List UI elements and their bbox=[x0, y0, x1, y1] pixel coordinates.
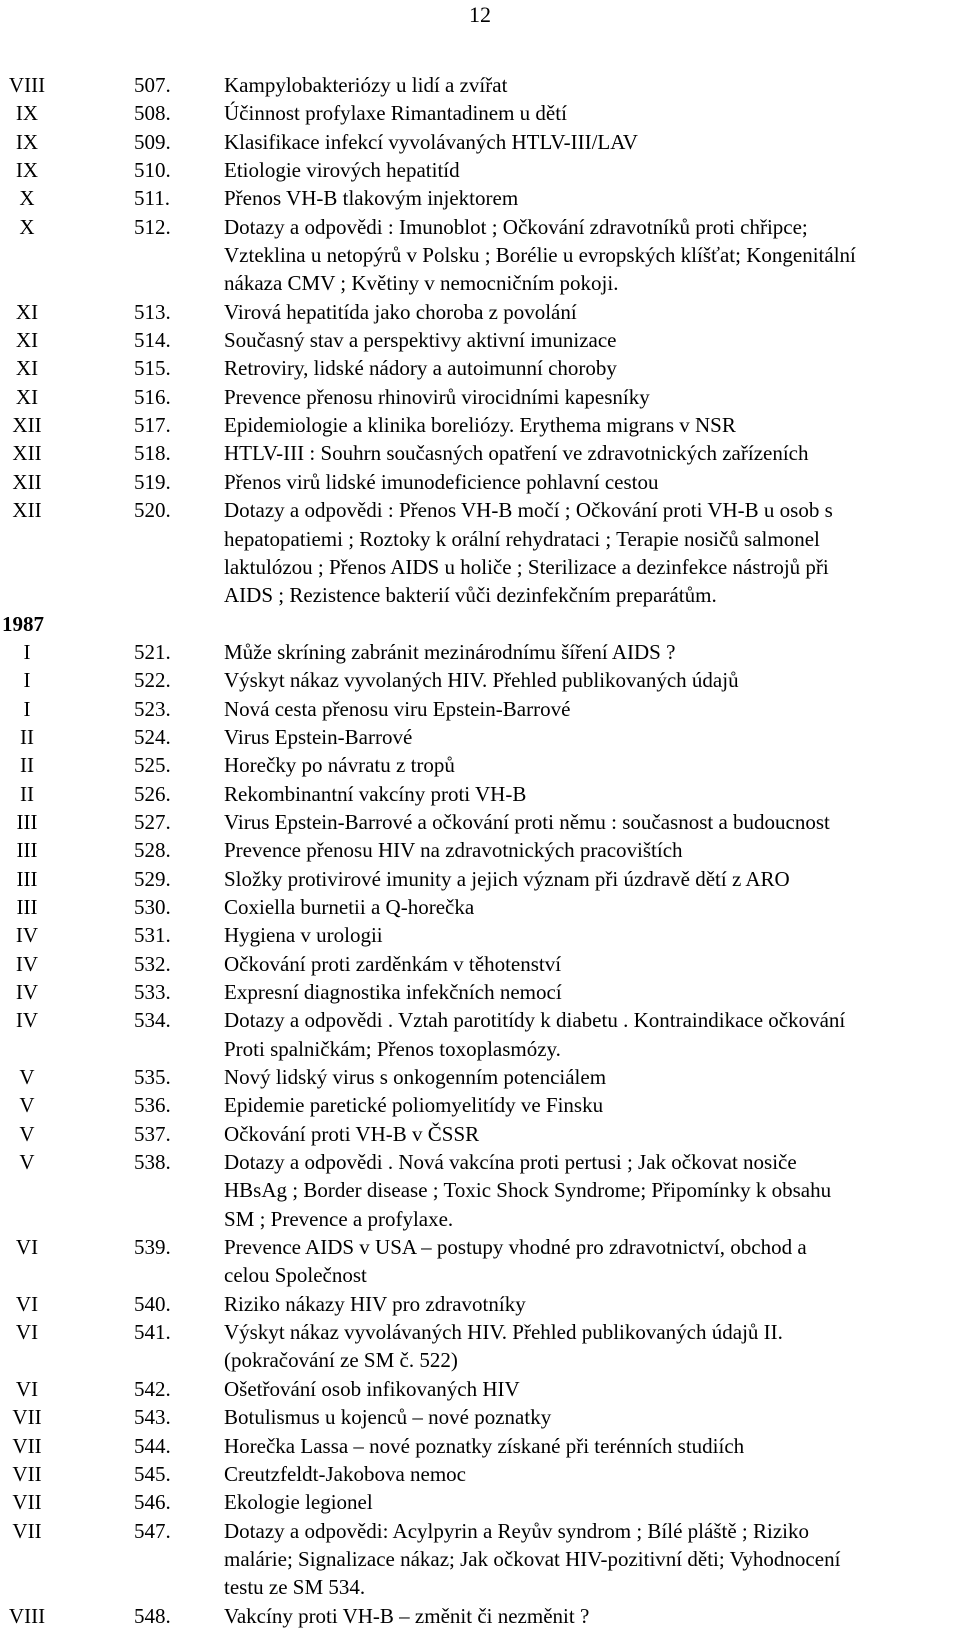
entry-month: V bbox=[19, 1150, 35, 1175]
entry-month: II bbox=[20, 753, 34, 778]
page-number: 12 bbox=[469, 2, 491, 27]
index-entry bbox=[0, 1006, 960, 1063]
entry-title-line: Výskyt nákaz vyvolaných HIV. Přehled publikovaných údajů bbox=[224, 668, 739, 693]
entry-number: 523. bbox=[134, 696, 171, 721]
entry-title-line: Coxiella burnetii a Q-horečka bbox=[224, 894, 475, 919]
entry-title bbox=[224, 1006, 952, 1063]
entry-title-line: Dotazy a odpovědi . Vztah parotitídy k diabetu . Kontraindikace očkování bbox=[224, 1008, 846, 1033]
entry-title-line: Složky protivirové imunity a jejich význam při úzdravě dětí z ARO bbox=[224, 866, 790, 891]
index-entry bbox=[0, 950, 960, 978]
entry-month: VI bbox=[15, 1376, 39, 1401]
entry-title bbox=[224, 468, 952, 496]
index-entry bbox=[0, 1091, 960, 1119]
entry-title bbox=[224, 1602, 952, 1630]
entry-title-line: Horečka Lassa – nové poznatky získané při terénních studiích bbox=[224, 1433, 745, 1458]
entry-title-line: celou Společnost bbox=[224, 1263, 367, 1288]
entry-number: 535. bbox=[134, 1065, 171, 1090]
entry-title-line: Etiologie virových hepatitíd bbox=[224, 158, 460, 183]
entry-number: 517. bbox=[134, 413, 171, 438]
entry-title-line: Ošetřování osob infikovaných HIV bbox=[224, 1376, 520, 1401]
entry-title bbox=[224, 326, 952, 354]
entry-number: 522. bbox=[134, 668, 171, 693]
entry-month: III bbox=[16, 809, 38, 834]
entry-number: 542. bbox=[134, 1376, 171, 1401]
entry-title-line: Vakcíny proti VH-B – změnit či nezměnit ? bbox=[224, 1603, 590, 1628]
entry-number: 515. bbox=[134, 356, 171, 381]
index-entry bbox=[0, 128, 960, 156]
entry-month: XI bbox=[15, 356, 39, 381]
entry-title bbox=[224, 1318, 952, 1375]
entry-month: VI bbox=[15, 1235, 39, 1260]
entry-title bbox=[224, 950, 952, 978]
entry-number: 540. bbox=[134, 1291, 171, 1316]
entry-title-line: Dotazy a odpovědi : Imunoblot ; Očkování zdravotníků proti chřipce; bbox=[224, 214, 808, 239]
entry-title-line: Epidemiologie a klinika boreliózy. Erythema migrans v NSR bbox=[224, 413, 736, 438]
index-entry bbox=[0, 978, 960, 1006]
entry-number: 516. bbox=[134, 384, 171, 409]
entry-number: 526. bbox=[134, 781, 171, 806]
entry-title-line: Virus Epstein-Barrové bbox=[224, 724, 413, 749]
index-entry bbox=[0, 99, 960, 127]
entry-month: VII bbox=[12, 1433, 42, 1458]
index-entry bbox=[0, 1148, 960, 1233]
entry-number: 529. bbox=[134, 866, 171, 891]
entry-month: XI bbox=[15, 384, 39, 409]
entry-title bbox=[224, 1091, 952, 1119]
entry-month: VII bbox=[12, 1461, 42, 1486]
entry-month: X bbox=[19, 214, 35, 239]
index-entry bbox=[0, 921, 960, 949]
entry-month: IX bbox=[15, 129, 39, 154]
entry-number: 509. bbox=[134, 129, 171, 154]
entry-month: VIII bbox=[8, 73, 46, 97]
entry-title-line: Riziko nákazy HIV pro zdravotníky bbox=[224, 1291, 526, 1316]
entry-title bbox=[224, 1460, 952, 1488]
entry-number: 528. bbox=[134, 838, 171, 863]
index-entry bbox=[0, 751, 960, 779]
entry-title-line: HTLV-III : Souhrn současných opatření ve zdravotnických zařízeních bbox=[224, 441, 809, 466]
entry-month: XI bbox=[15, 328, 39, 353]
entry-title-line: Dotazy a odpovědi : Přenos VH-B močí ; Očkování proti VH-B u osob s bbox=[224, 498, 833, 523]
entry-month: IV bbox=[15, 923, 39, 948]
entry-title-line: malárie; Signalizace nákaz; Jak očkovat HIV-pozitivní děti; Vyhodnocení bbox=[224, 1546, 841, 1571]
index-entry bbox=[0, 1602, 960, 1630]
index-entry bbox=[0, 780, 960, 808]
entry-title bbox=[224, 496, 952, 609]
index-entry bbox=[0, 468, 960, 496]
entry-month: IV bbox=[15, 951, 39, 976]
entry-title bbox=[224, 1290, 952, 1318]
index-entry bbox=[0, 439, 960, 467]
entry-title-line: Výskyt nákaz vyvolávaných HIV. Přehled publikovaných údajů II. bbox=[224, 1320, 783, 1345]
entry-title bbox=[224, 439, 952, 467]
entry-month: V bbox=[19, 1093, 35, 1118]
index-entry bbox=[0, 184, 960, 212]
entry-title-line: Retroviry, lidské nádory a autoimunní choroby bbox=[224, 356, 617, 381]
entry-month: I bbox=[23, 668, 31, 693]
entry-title-line: Přenos VH-B tlakovým injektorem bbox=[224, 186, 519, 211]
entry-title-line: Dotazy a odpovědi: Acylpyrin a Reyův syndrom ; Bílé pláště ; Riziko bbox=[224, 1518, 809, 1543]
entry-title-line: Očkování proti zarděnkám v těhotenství bbox=[224, 951, 562, 976]
entry-title bbox=[224, 184, 952, 212]
entry-title-line: Expresní diagnostika infekčních nemocí bbox=[224, 980, 562, 1004]
entry-title-line: testu ze SM 534. bbox=[224, 1575, 366, 1600]
entry-month: II bbox=[20, 724, 34, 749]
entry-title bbox=[224, 1432, 952, 1460]
entry-title bbox=[224, 298, 952, 326]
index-entry bbox=[0, 865, 960, 893]
entry-number: 541. bbox=[134, 1320, 171, 1345]
index-entry bbox=[0, 1432, 960, 1460]
entry-number: 539. bbox=[134, 1235, 171, 1260]
entry-number: 508. bbox=[134, 101, 171, 126]
entry-number: 514. bbox=[134, 328, 171, 353]
entry-title-line: Creutzfeldt-Jakobova nemoc bbox=[224, 1461, 466, 1486]
entry-number: 532. bbox=[134, 951, 171, 976]
entry-title-line: Ekologie legionel bbox=[224, 1490, 373, 1515]
entry-number: 545. bbox=[134, 1461, 171, 1486]
entry-number: 544. bbox=[134, 1433, 171, 1458]
entry-number: 525. bbox=[134, 753, 171, 778]
entry-number: 513. bbox=[134, 299, 171, 324]
entry-title bbox=[224, 1233, 952, 1290]
entry-month: IX bbox=[15, 101, 39, 126]
entry-month: XII bbox=[12, 413, 42, 438]
entry-title-line: Vzteklina u netopýrů v Polsku ; Borélie u evropských klíšťat; Kongenitální bbox=[224, 243, 856, 268]
entry-title-line: Dotazy a odpovědi . Nová vakcína proti pertusi ; Jak očkovat nosiče bbox=[224, 1150, 797, 1175]
entry-title-line: hepatopatiemi ; Roztoky k orální rehydrataci ; Terapie nosičů salmonel bbox=[224, 526, 820, 551]
entry-month: IV bbox=[15, 980, 39, 1004]
entry-title-line: Virová hepatitída jako choroba z povolání bbox=[224, 299, 577, 324]
index-entry bbox=[0, 1488, 960, 1516]
entry-title-line: Prevence přenosu HIV na zdravotnických pracovištích bbox=[224, 838, 683, 863]
entry-title bbox=[224, 1403, 952, 1431]
index-entry bbox=[0, 666, 960, 694]
index-entry bbox=[0, 638, 960, 666]
entry-title bbox=[224, 1148, 952, 1233]
entry-title-line: Přenos virů lidské imunodeficience pohlavní cestou bbox=[224, 469, 659, 494]
entry-title-line: Účinnost profylaxe Rimantadinem u dětí bbox=[224, 101, 567, 126]
index-entry bbox=[0, 695, 960, 723]
bulletin-index-list bbox=[0, 71, 960, 1630]
entry-title-line: Může skríning zabránit mezinárodnímu šíření AIDS ? bbox=[224, 639, 676, 664]
entry-month: XII bbox=[12, 498, 42, 523]
entry-title bbox=[224, 865, 952, 893]
entry-title bbox=[224, 1063, 952, 1091]
entry-month: VIII bbox=[8, 1603, 46, 1628]
entry-title-line: Klasifikace infekcí vyvolávaných HTLV-III/LAV bbox=[224, 129, 638, 154]
index-entry bbox=[0, 836, 960, 864]
index-entry bbox=[0, 383, 960, 411]
entry-title-line: Proti spalničkám; Přenos toxoplasmózy. bbox=[224, 1036, 561, 1061]
entry-title bbox=[224, 836, 952, 864]
entry-month: VI bbox=[15, 1320, 39, 1345]
entry-title bbox=[224, 128, 952, 156]
index-entry bbox=[0, 1375, 960, 1403]
entry-number: 538. bbox=[134, 1150, 171, 1175]
entry-month: VII bbox=[12, 1518, 42, 1543]
entry-title bbox=[224, 1375, 952, 1403]
entry-month: I bbox=[23, 696, 31, 721]
index-entry bbox=[0, 354, 960, 382]
index-entry bbox=[0, 411, 960, 439]
entry-number: 536. bbox=[134, 1093, 171, 1118]
index-entry bbox=[0, 1233, 960, 1290]
entry-month: III bbox=[16, 838, 38, 863]
entry-number: 530. bbox=[134, 894, 171, 919]
entry-month: III bbox=[16, 894, 38, 919]
index-entry bbox=[0, 1403, 960, 1431]
entry-month: X bbox=[19, 186, 35, 211]
entry-month: XII bbox=[12, 441, 42, 466]
entries-1987 bbox=[0, 638, 960, 1630]
entry-title bbox=[224, 383, 952, 411]
entry-month: II bbox=[20, 781, 34, 806]
entry-number: 521. bbox=[134, 639, 171, 664]
index-entry bbox=[0, 71, 960, 99]
entry-number: 511. bbox=[134, 186, 170, 211]
entry-title bbox=[224, 921, 952, 949]
index-entry bbox=[0, 1063, 960, 1091]
entry-month: I bbox=[23, 639, 31, 664]
entry-title bbox=[224, 1120, 952, 1148]
index-entry bbox=[0, 326, 960, 354]
entry-title-line: Prevence přenosu rhinovirů virocidními kapesníky bbox=[224, 384, 650, 409]
entry-number: 510. bbox=[134, 158, 171, 183]
index-entry bbox=[0, 1290, 960, 1318]
index-entry bbox=[0, 893, 960, 921]
entry-month: XI bbox=[15, 299, 39, 324]
entry-title bbox=[224, 666, 952, 694]
entry-month: V bbox=[19, 1065, 35, 1090]
entry-title-line: Prevence AIDS v USA – postupy vhodné pro zdravotnictví, obchod a bbox=[224, 1235, 807, 1260]
index-entry bbox=[0, 298, 960, 326]
entry-number: 531. bbox=[134, 923, 171, 948]
index-entry bbox=[0, 723, 960, 751]
entry-title bbox=[224, 808, 952, 836]
entry-title bbox=[224, 71, 952, 99]
entry-title-line: Rekombinantní vakcíny proti VH-B bbox=[224, 781, 527, 806]
entry-number: 537. bbox=[134, 1121, 171, 1146]
index-entry bbox=[0, 808, 960, 836]
index-entry bbox=[0, 1318, 960, 1375]
entry-title-line: Hygiena v urologii bbox=[224, 923, 383, 948]
entry-title-line: Nový lidský virus s onkogenním potenciálem bbox=[224, 1065, 607, 1090]
entry-title-line: nákaza CMV ; Květiny v nemocničním pokoji. bbox=[224, 271, 619, 296]
entry-title bbox=[224, 1517, 952, 1602]
entry-number: 518. bbox=[134, 441, 171, 466]
index-entry bbox=[0, 213, 960, 298]
entry-number: 534. bbox=[134, 1008, 171, 1033]
entry-number: 546. bbox=[134, 1490, 171, 1515]
entry-title bbox=[224, 893, 952, 921]
entry-title-line: Očkování proti VH-B v ČSSR bbox=[224, 1121, 480, 1146]
entry-number: 507. bbox=[134, 73, 171, 97]
entry-title-line: (pokračování ze SM č. 522) bbox=[224, 1348, 458, 1373]
entry-title-line: Nová cesta přenosu viru Epstein-Barrové bbox=[224, 696, 571, 721]
entry-title-line: Botulismus u kojenců – nové poznatky bbox=[224, 1405, 552, 1430]
index-entry bbox=[0, 156, 960, 184]
entries-1986 bbox=[0, 71, 960, 610]
entry-number: 524. bbox=[134, 724, 171, 749]
entry-title-line: AIDS ; Rezistence bakterií vůči dezinfekčním preparátům. bbox=[224, 583, 717, 608]
entry-number: 543. bbox=[134, 1405, 171, 1430]
entry-title bbox=[224, 695, 952, 723]
entry-title-line: laktulózou ; Přenos AIDS u holiče ; Sterilizace a dezinfekce nástrojů při bbox=[224, 554, 829, 579]
index-entry bbox=[0, 1517, 960, 1602]
entry-title-line: Kampylobakteriózy u lidí a zvířat bbox=[224, 73, 508, 97]
entry-number: 519. bbox=[134, 469, 171, 494]
entry-title bbox=[224, 156, 952, 184]
entry-title bbox=[224, 213, 952, 298]
entry-number: 533. bbox=[134, 980, 171, 1004]
entry-month: VII bbox=[12, 1490, 42, 1515]
index-entry bbox=[0, 1120, 960, 1148]
entry-title bbox=[224, 751, 952, 779]
entry-title bbox=[224, 638, 952, 666]
entry-title-line: Epidemie paretické poliomyelitídy ve Finsku bbox=[224, 1093, 604, 1118]
index-entry bbox=[0, 496, 960, 609]
entry-month: IX bbox=[15, 158, 39, 183]
entry-month: VI bbox=[15, 1291, 39, 1316]
entry-title bbox=[224, 1488, 952, 1516]
entry-month: V bbox=[19, 1121, 35, 1146]
entry-title bbox=[224, 99, 952, 127]
entry-month: III bbox=[16, 866, 38, 891]
entry-number: 520. bbox=[134, 498, 171, 523]
entry-month: XII bbox=[12, 469, 42, 494]
entry-title-line: Současný stav a perspektivy aktivní imunizace bbox=[224, 328, 617, 353]
entry-title bbox=[224, 354, 952, 382]
entry-title bbox=[224, 978, 952, 1006]
entry-month: VII bbox=[12, 1405, 42, 1430]
year-heading: 1987 bbox=[2, 611, 44, 636]
entry-number: 512. bbox=[134, 214, 171, 239]
entry-number: 547. bbox=[134, 1518, 171, 1543]
entry-number: 548. bbox=[134, 1603, 171, 1628]
entry-title-line: Virus Epstein-Barrové a očkování proti němu : současnost a budoucnost bbox=[224, 809, 830, 834]
entry-title-line: Horečky po návratu z tropů bbox=[224, 753, 455, 778]
index-entry bbox=[0, 1460, 960, 1488]
entry-title-line: SM ; Prevence a profylaxe. bbox=[224, 1206, 454, 1231]
entry-number: 527. bbox=[134, 809, 171, 834]
entry-title bbox=[224, 411, 952, 439]
entry-title-line: HBsAg ; Border disease ; Toxic Shock Syndrome; Připomínky k obsahu bbox=[224, 1178, 832, 1203]
entry-month: IV bbox=[15, 1008, 39, 1033]
entry-title bbox=[224, 780, 952, 808]
entry-title bbox=[224, 723, 952, 751]
